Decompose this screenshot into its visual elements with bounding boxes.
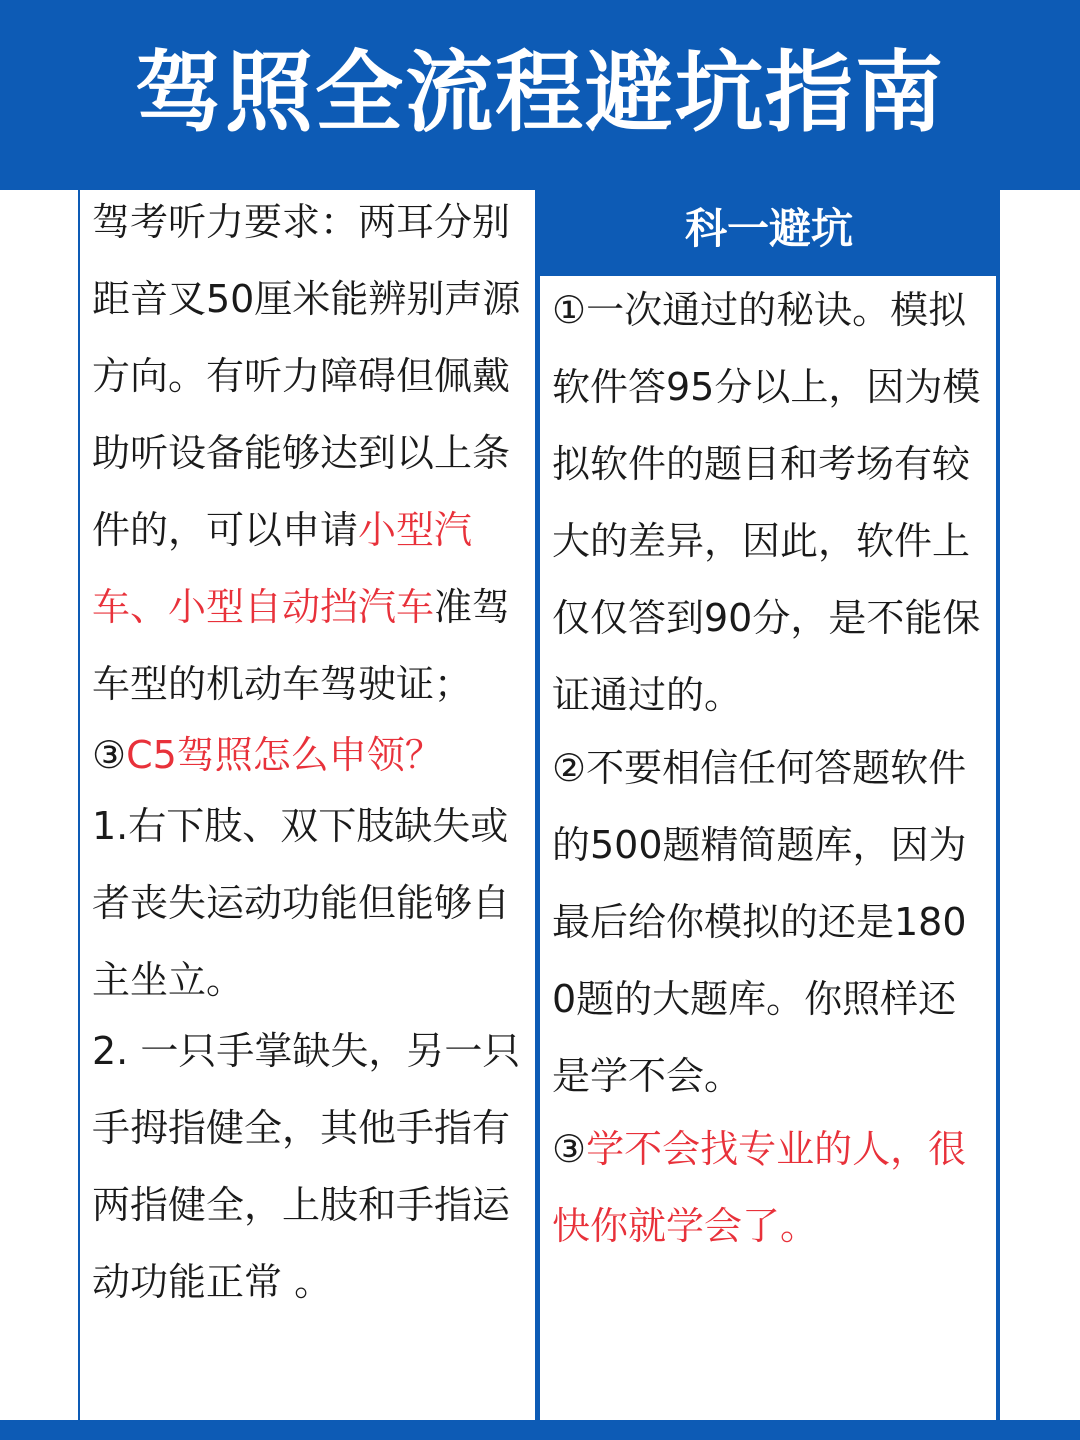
section-heading: 科一避坑 <box>540 190 998 274</box>
tip-2: ②不要相信任何答题软件的500题精简题库，因为最后给你模拟的还是1800题的大题库。你照样还是学不会。 <box>552 746 967 1098</box>
tip-3 <box>540 1111 996 1265</box>
license-text: 准驾车型的机动车驾驶证； <box>92 585 511 706</box>
left-margin <box>0 190 78 1420</box>
bottom-bar <box>0 1420 1080 1440</box>
tip-1: ①一次通过的秘诀。模拟软件答95分以上，因为模拟软件的题目和考场有较大的差异，因此，软件上仅仅答到90分，是不能保证通过的。 <box>552 288 981 717</box>
c5-condition-1: 1.右下肢、双下肢缺失或者丧失运动功能但能够自主坐立。 <box>92 804 511 1002</box>
circled-number-3: ③ <box>92 733 127 777</box>
page-title: 驾照全流程避坑指南 <box>134 41 945 144</box>
left-column <box>80 190 535 1420</box>
vehicle-type-highlight: 小型汽车、小型自动挡汽车 <box>92 508 473 629</box>
right-margin <box>1000 190 1080 1420</box>
c5-question <box>80 717 535 794</box>
header-banner <box>0 0 1080 190</box>
hearing-requirement-paragraph <box>80 184 535 723</box>
hearing-text: 驾考听力要求：两耳分别距音叉50厘米能辨别声源方向。有听力障碍但佩戴助听设备能够达到以上条件的，可以申请 <box>92 200 521 552</box>
circled-number-3-right: ③ <box>552 1127 587 1171</box>
right-column <box>540 276 996 1420</box>
c5-question-text: C5驾照怎么申领？ <box>126 733 443 777</box>
tip-3-highlight: 学不会找专业的人，很快你就学会了。 <box>552 1127 967 1248</box>
c5-condition-2: 2. 一只手掌缺失，另一只手拇指健全，其他手指有两指健全，上肢和手指运动功能正常 。 <box>92 1029 521 1304</box>
